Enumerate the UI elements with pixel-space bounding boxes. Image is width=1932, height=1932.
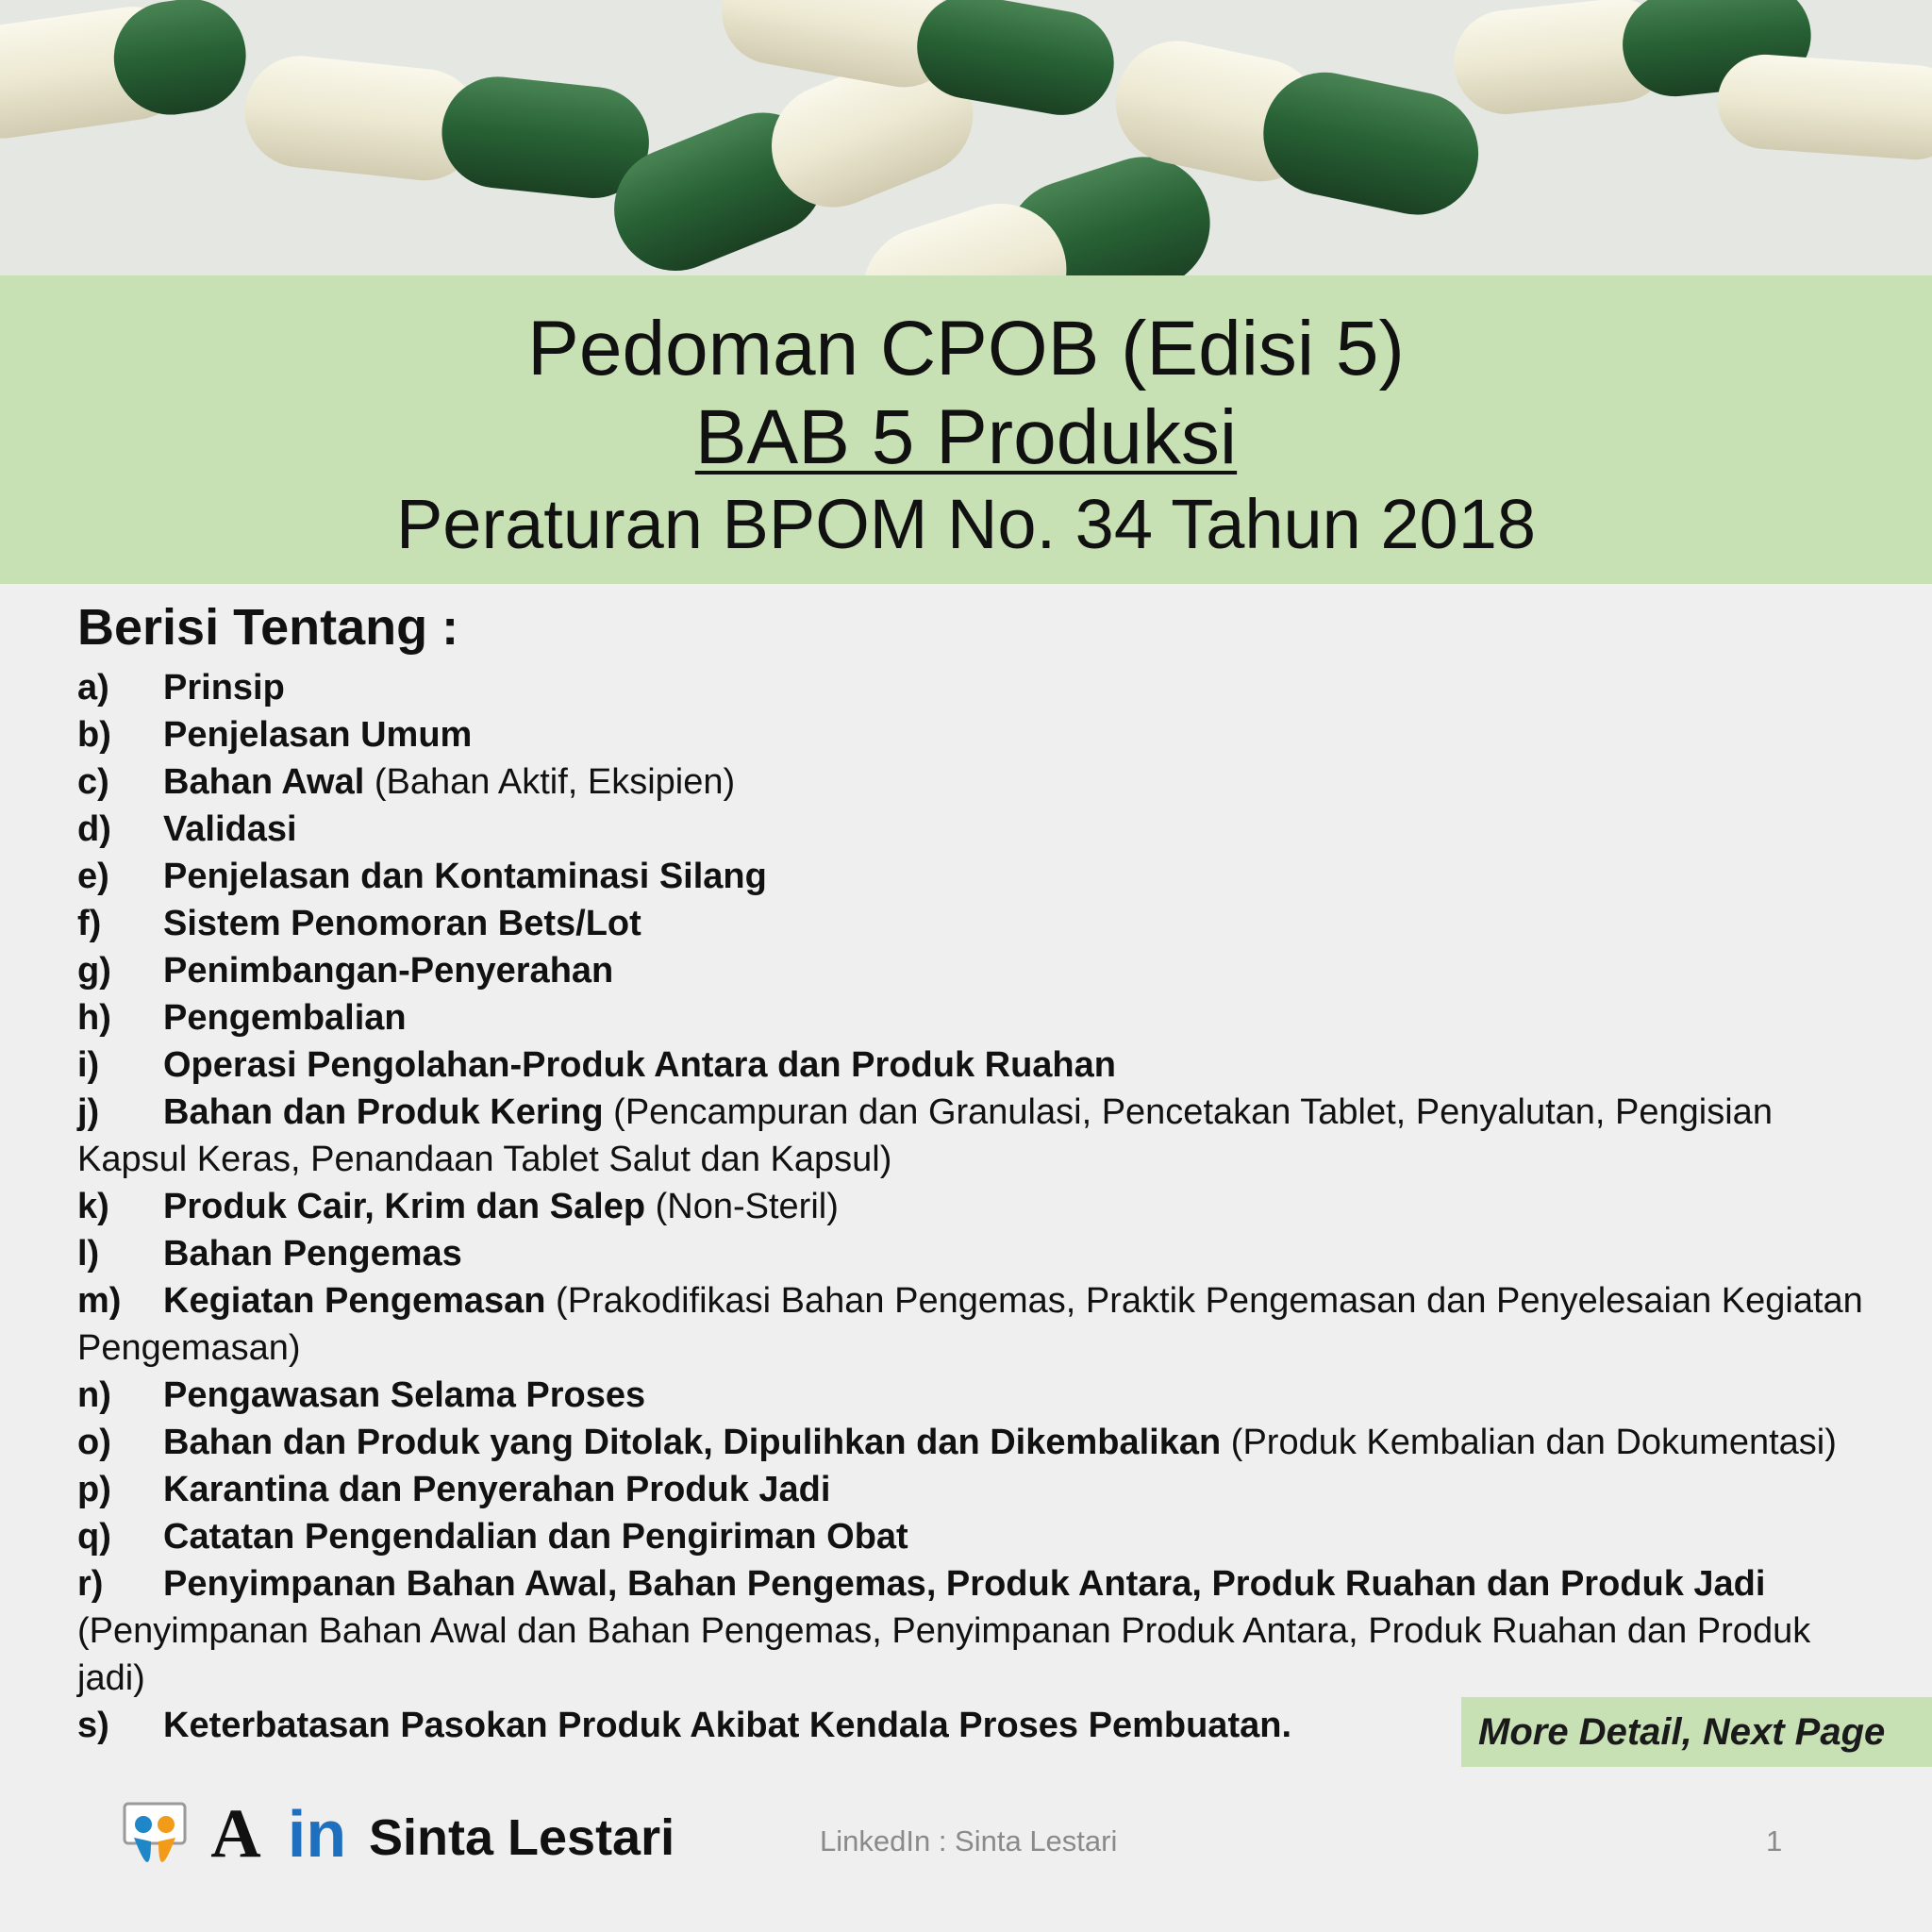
list-item-marker: j) xyxy=(77,1092,100,1132)
list-item xyxy=(77,900,1870,947)
list-item-marker: a) xyxy=(77,668,109,708)
list-item-marker: s) xyxy=(77,1706,109,1745)
list-item-title: Penimbangan-Penyerahan xyxy=(163,951,614,991)
list-item-title: Bahan Awal xyxy=(163,762,365,802)
list-item xyxy=(77,1560,1870,1702)
list-item-title: Bahan dan Produk Kering xyxy=(163,1092,604,1132)
academia-icon[interactable]: A xyxy=(210,1795,261,1873)
list-item xyxy=(77,994,1870,1041)
list-item-marker: m) xyxy=(77,1281,122,1321)
list-item-title: Validasi xyxy=(163,809,297,849)
list-item-title: Bahan Pengemas xyxy=(163,1234,462,1274)
list-item-title: Prinsip xyxy=(163,668,285,708)
list-item-title: Pengawasan Selama Proses xyxy=(163,1375,646,1415)
list-item-marker: g) xyxy=(77,951,111,991)
list-item xyxy=(77,947,1870,994)
list-item-marker: k) xyxy=(77,1187,109,1226)
list-item xyxy=(77,1230,1870,1277)
list-item-marker: q) xyxy=(77,1517,111,1557)
list-item-note: (Non-Steril) xyxy=(645,1187,839,1226)
list-item-marker: e) xyxy=(77,857,109,896)
list-item xyxy=(77,1513,1870,1560)
list-item-note: (Pencampuran dan Granulasi, Pencetakan Tablet, Penyalutan, Pengisian Kapsul Keras, Penandaan Tablet Salut dan Kapsul) xyxy=(77,1092,1773,1179)
list-item-title: Catatan Pengendalian dan Pengiriman Obat xyxy=(163,1517,908,1557)
capsules-photo-icon xyxy=(0,0,1932,275)
list-item-note: (Bahan Aktif, Eksipien) xyxy=(364,762,736,802)
document-title: Pedoman CPOB (Edisi 5) xyxy=(527,306,1405,391)
list-item-marker: r) xyxy=(77,1564,104,1604)
list-item xyxy=(77,758,1870,806)
list-item xyxy=(77,1277,1870,1372)
list-item-title: Operasi Pengolahan-Produk Antara dan Produk Ruahan xyxy=(163,1045,1116,1085)
list-item-title: Bahan dan Produk yang Ditolak, Dipulihkan dan Dikembalikan xyxy=(163,1423,1222,1462)
author-name: Sinta Lestari xyxy=(369,1809,675,1866)
contents-heading: Berisi Tentang : xyxy=(77,599,459,656)
list-item-note: (Produk Kembalian dan Dokumentasi) xyxy=(1221,1423,1837,1462)
list-item xyxy=(77,1089,1870,1183)
list-item-title: Sistem Penomoran Bets/Lot xyxy=(163,904,641,943)
list-item xyxy=(77,711,1870,758)
chapter-title-text: BAB 5 Produksi xyxy=(694,394,1238,480)
slideshare-icon[interactable] xyxy=(119,1798,191,1870)
list-item-marker: o) xyxy=(77,1423,111,1462)
regulation-subtitle: Peraturan BPOM No. 34 Tahun 2018 xyxy=(395,485,1537,563)
list-item xyxy=(77,1419,1870,1466)
list-item xyxy=(77,853,1870,900)
list-item-marker: i) xyxy=(77,1045,100,1085)
more-detail-next-page-button[interactable]: More Detail, Next Page xyxy=(1461,1697,1932,1767)
list-item-title: Kegiatan Pengemasan xyxy=(163,1281,546,1321)
list-item xyxy=(77,1183,1870,1230)
list-item-marker: f) xyxy=(77,904,102,943)
header-capsule-image xyxy=(0,0,1932,275)
slideshare-icon-graphic xyxy=(121,1800,189,1868)
list-item-title: Penyimpanan Bahan Awal, Bahan Pengemas, Produk Antara, Produk Ruahan dan Produk Jadi xyxy=(163,1564,1766,1604)
title-band xyxy=(0,275,1932,584)
list-item-marker: b) xyxy=(77,715,111,755)
list-item-note: (Penyimpanan Bahan Awal dan Bahan Pengemas, Penyimpanan Produk Antara, Produk Ruahan dan Produk jadi) xyxy=(77,1611,1811,1698)
list-item-marker: d) xyxy=(77,809,111,849)
list-item-note: (Prakodifikasi Bahan Pengemas, Praktik Pengemasan dan Penyelesaian Kegiatan Pengemasan) xyxy=(77,1281,1863,1368)
list-item-marker: n) xyxy=(77,1375,111,1415)
contents-section xyxy=(77,594,1870,1749)
chapter-title xyxy=(0,391,1932,485)
list-item-marker: l) xyxy=(77,1234,100,1274)
list-item-title: Produk Cair, Krim dan Salep xyxy=(163,1187,646,1226)
list-item-title: Pengembalian xyxy=(163,998,407,1038)
list-item-marker: p) xyxy=(77,1470,111,1509)
list-item-title: Keterbatasan Pasokan Produk Akibat Kendala Proses Pembuatan. xyxy=(163,1706,1291,1745)
list-item xyxy=(77,1041,1870,1089)
list-item xyxy=(77,806,1870,853)
linkedin-icon[interactable]: in xyxy=(287,1797,347,1871)
list-item-title: Penjelasan Umum xyxy=(163,715,473,755)
footer-logos xyxy=(119,1791,353,1876)
list-item xyxy=(77,1372,1870,1419)
list-item-title: Penjelasan dan Kontaminasi Silang xyxy=(163,857,767,896)
list-item xyxy=(77,664,1870,711)
list-item-marker: c) xyxy=(77,762,109,802)
page-number: 1 xyxy=(1766,1824,1783,1857)
list-item-title: Karantina dan Penyerahan Produk Jadi xyxy=(163,1470,831,1509)
linkedin-credit: LinkedIn : Sinta Lestari xyxy=(820,1824,1118,1857)
contents-list xyxy=(77,664,1870,1749)
list-item xyxy=(77,1466,1870,1513)
list-item-marker: h) xyxy=(77,998,111,1038)
